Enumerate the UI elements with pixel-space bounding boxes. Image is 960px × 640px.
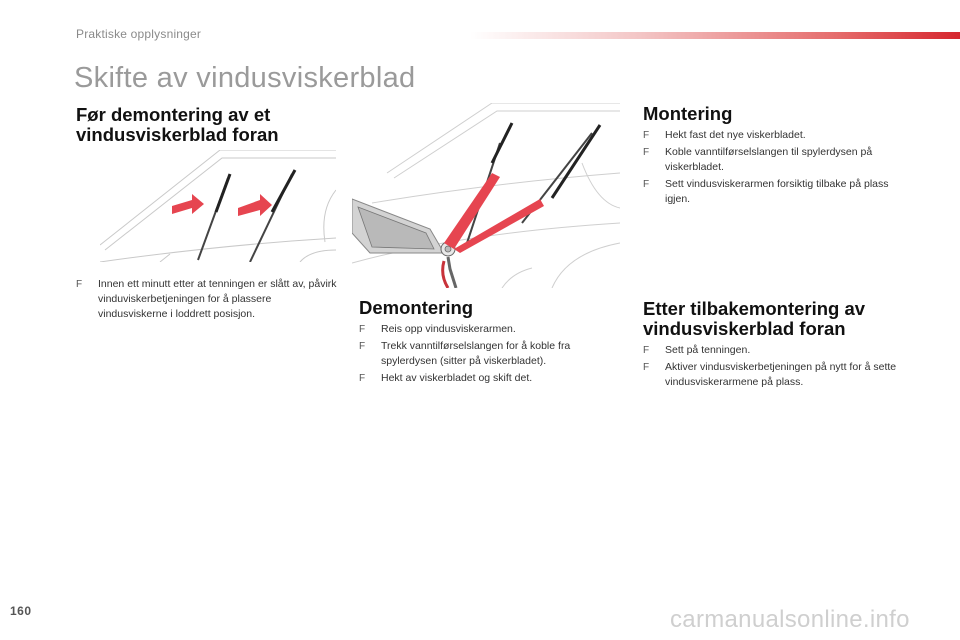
heading-before-removal: Før demontering av et vindusviskerblad foran (76, 104, 279, 145)
bullet-icon: F (643, 179, 650, 190)
list-item (359, 322, 621, 337)
bullet-icon: F (359, 341, 366, 352)
list-item-text: Hekt av viskerbladet og skift det. (381, 372, 533, 384)
list-item-text: Innen ett minutt etter at tenningen er slått av, påvirk vinduviskerbetjeningen for å plassere vindusviskerne i loddrett posisjon. (98, 278, 337, 320)
bullet-icon: F (359, 324, 366, 335)
heading-after-remounting: Etter tilbakemontering av vindusviskerblad foran (643, 298, 866, 339)
list-removal (359, 322, 621, 388)
list-item (643, 343, 913, 358)
bullet-icon: F (643, 147, 650, 158)
list-mounting (643, 128, 913, 209)
list-item-text: Sett vindusviskerarmen forsiktig tilbake på plass igjen. (665, 178, 889, 205)
list-before-removal (76, 277, 338, 324)
list-item (643, 360, 913, 390)
page-title: Skifte av vindusviskerblad (74, 62, 416, 94)
list-item-text: Reis opp vindusviskerarmen. (381, 323, 516, 335)
list-item-text: Hekt fast det nye viskerbladet. (665, 129, 806, 141)
list-item-text: Trekk vanntilførselslangen for å koble fra spylerdysen (sitter på viskerbladet). (381, 340, 571, 367)
watermark: carmanualsonline.info (670, 606, 910, 633)
list-item (643, 177, 913, 207)
heading-removal: Demontering (359, 297, 474, 318)
heading-mounting: Montering (643, 103, 733, 124)
list-item (359, 371, 621, 386)
list-item (359, 339, 621, 369)
section-label: Praktiske opplysninger (76, 27, 202, 41)
list-item-text: Koble vanntilførselslangen til spylerdysen på viskerbladet. (665, 146, 873, 173)
list-item-text: Aktiver vindusviskerbetjeningen på nytt for å sette vindusviskerarmene på plass. (665, 361, 897, 388)
bullet-icon: F (76, 279, 83, 290)
bullet-icon: F (643, 130, 650, 141)
windscreen-wipers-illustration (100, 150, 336, 262)
list-item (643, 128, 913, 143)
list-after-remounting (643, 343, 913, 392)
header-accent-bar (470, 32, 960, 39)
bullet-icon: F (643, 345, 650, 356)
bullet-icon: F (643, 362, 650, 373)
bullet-icon: F (359, 373, 366, 384)
list-item-text: Sett på tenningen. (665, 344, 751, 356)
page-number: 160 (10, 604, 32, 618)
list-item (643, 145, 913, 175)
list-item (76, 277, 338, 322)
wiper-blade-detail-illustration (352, 103, 620, 288)
